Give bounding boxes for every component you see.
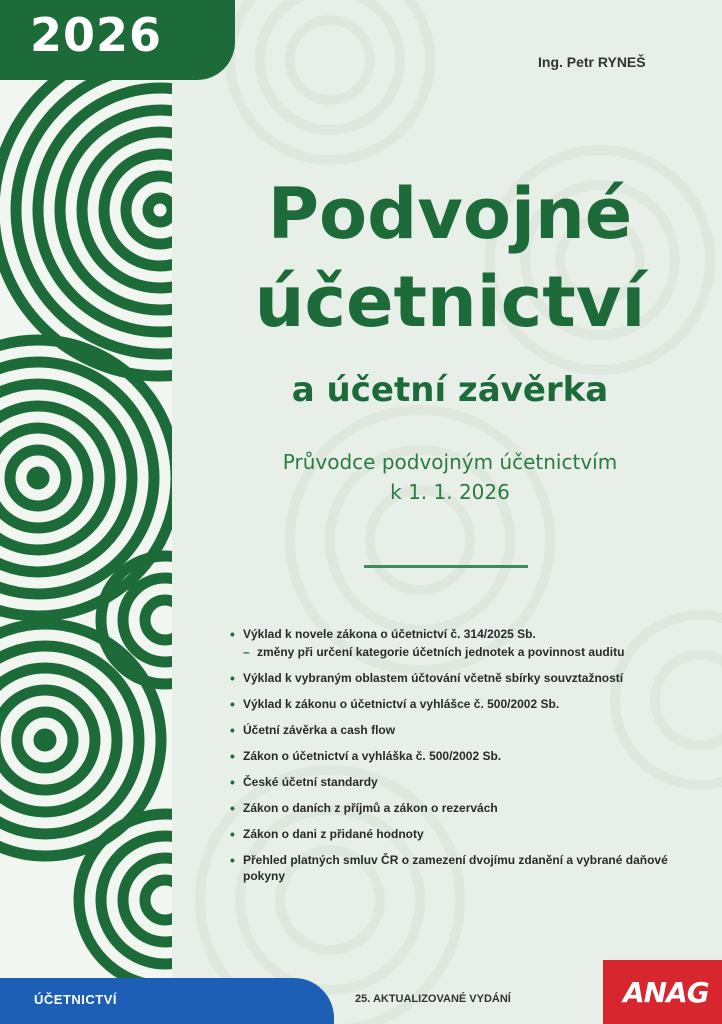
contents-item-text: Výklad k vybraným oblastem účtování včetně sbírky souvztažností [243,671,624,685]
contents-sublist [243,644,670,660]
contents-item-text: Přehled platných smluv ČR o zamezení dvojímu zdanění a vybrané daňové pokyny [243,853,668,883]
contents-item-text: Zákon o dani z přidané hodnoty [243,827,424,841]
contents-item [230,722,670,738]
year-tab [0,0,235,80]
author-name: Ing. Petr RYNEŠ [538,54,646,70]
guide-description [178,447,722,507]
contents-item-text: Výklad k novele zákona o účetnictví č. 314/2025 Sb. [243,627,536,641]
edition-label: 25. AKTUALIZOVANÉ VYDÁNÍ [355,993,511,1005]
publisher-logo [603,960,722,1024]
contents-subitem [243,644,670,660]
contents-item-text: Výklad k zákonu o účetnictví a vyhlášce č. 500/2002 Sb. [243,697,560,711]
contents-list [230,626,670,894]
contents-item [230,774,670,790]
contents-item [230,748,670,764]
contents-item-text: Zákon o daních z příjmů a zákon o rezervách [243,801,498,815]
contents-item [230,826,670,842]
publisher-name: ANAG [623,976,709,1009]
guide-line-1: Průvodce podvojným účetnictvím [282,450,618,474]
contents-item [230,696,670,712]
contents-item-text: Zákon o účetnictví a vyhláška č. 500/2002 Sb. [243,749,502,763]
green-concentric-pattern [0,0,172,1024]
book-title [178,170,722,346]
title-line-2: účetnictví [254,261,646,343]
category-band [0,978,334,1024]
contents-item [230,800,670,816]
contents-item-text: České účetní standardy [243,775,378,789]
title-line-1: Podvojné [267,173,633,255]
category-label: ÚČETNICTVÍ [34,992,117,1007]
year-label: 2026 [30,8,163,62]
contents-item-text: Účetní závěrka a cash flow [243,723,396,737]
book-subtitle: a účetní závěrka [291,370,609,410]
contents-item [230,852,670,884]
contents-item [230,670,670,686]
contents-subitem-text: změny při určení kategorie účetních jednotek a povinnost auditu [257,645,625,659]
contents-item [230,626,670,660]
guide-line-2: k 1. 1. 2026 [390,480,510,504]
divider-line [364,565,528,568]
